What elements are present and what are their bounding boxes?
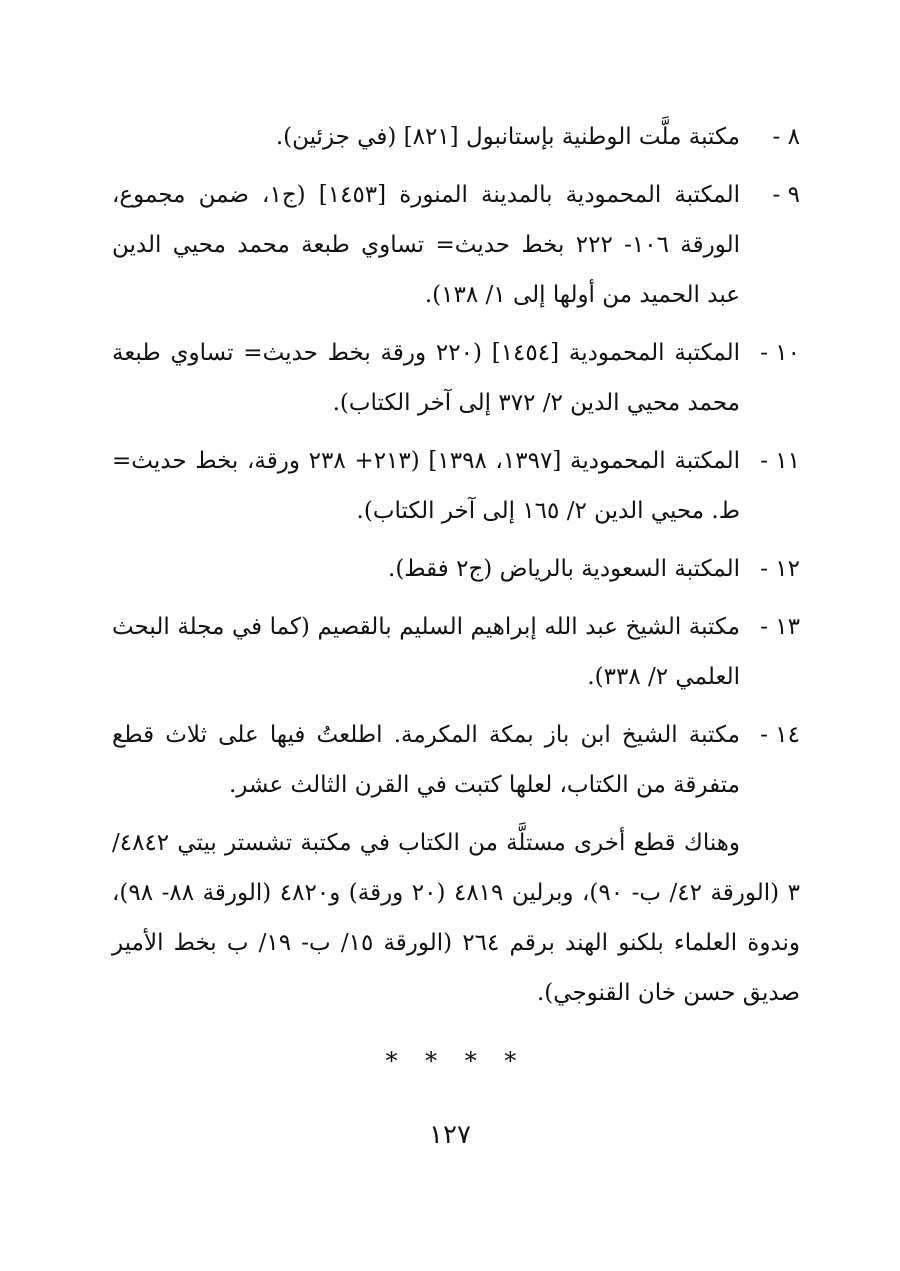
page-content — [112, 112, 800, 1086]
list-item-text: مكتبة الشيخ عبد الله إبراهيم السليم بالقصيم (كما في مجلة البحث العلمي ٢/ ٣٣٨). — [112, 614, 740, 690]
list-item-number: ٩ - — [772, 182, 800, 208]
list-item-number: ١٤ - — [760, 722, 800, 748]
list-item — [112, 710, 800, 810]
list-item-text: المكتبة المحمودية [١٤٥٤] (٢٢٠ ورقة بخط حديث= تساوي طبعة محمد محيي الدين ٢/ ٣٧٢ إلى آخر الكتاب). — [112, 340, 740, 416]
list-item — [112, 328, 800, 428]
list-item — [112, 544, 800, 594]
list-item-text: المكتبة السعودية بالرياض (ج٢ فقط). — [388, 556, 740, 582]
body-paragraph: وهناك قطع أخرى مستلَّة من الكتاب في مكتبة تشستر بيتي ٤٨٤٢/ ٣ (الورقة ٤٢/ ب- ٩٠)، وبرلين ٤٨١٩ (٢٠ ورقة) و٤٨٢٠ (الورقة ٨٨- ٩٨)، وندوة العلماء بلكنو الهند برقم ٢٦٤ (الورقة ١٥/ ب- ١٩/ ب بخط الأمير صديق حسن خان القنوجي). — [112, 830, 801, 1006]
page-number: ١٢٧ — [429, 1120, 471, 1150]
section-separator: * * * * — [385, 1047, 527, 1075]
list-item-number: ١١ - — [760, 448, 800, 474]
list-item — [112, 602, 800, 702]
list-item-text: المكتبة المحمودية [١٣٩٧، ١٣٩٨] (٢١٣+ ٢٣٨ ورقة، بخط حديث= ط. محيي الدين ٢/ ١٦٥ إلى آخر الكتاب). — [112, 448, 740, 524]
list-item-text: المكتبة المحمودية بالمدينة المنورة [١٤٥٣] (ج١، ضمن مجموع، الورقة ١٠٦- ٢٢٢ بخط حديث= تساوي طبعة محمد محيي الدين عبد الحميد من أولها إلى ١/ ١٣٨). — [112, 182, 740, 308]
list-item-number: ١٢ - — [760, 556, 800, 582]
list-item — [112, 170, 800, 320]
list-item-number: ١٠ - — [760, 340, 800, 366]
list-item-text: مكتبة ملَّت الوطنية بإستانبول [٨٢١] (في جزئين). — [275, 124, 740, 150]
list-item — [112, 436, 800, 536]
list-item-number: ٨ - — [772, 124, 800, 150]
list-item-number: ١٣ - — [760, 614, 800, 640]
list-item — [112, 112, 800, 162]
list-item-text: مكتبة الشيخ ابن باز بمكة المكرمة. اطلعتُ فيها على ثلاث قطع متفرقة من الكتاب، لعلها كتبت في القرن الثالث عشر. — [112, 722, 740, 798]
